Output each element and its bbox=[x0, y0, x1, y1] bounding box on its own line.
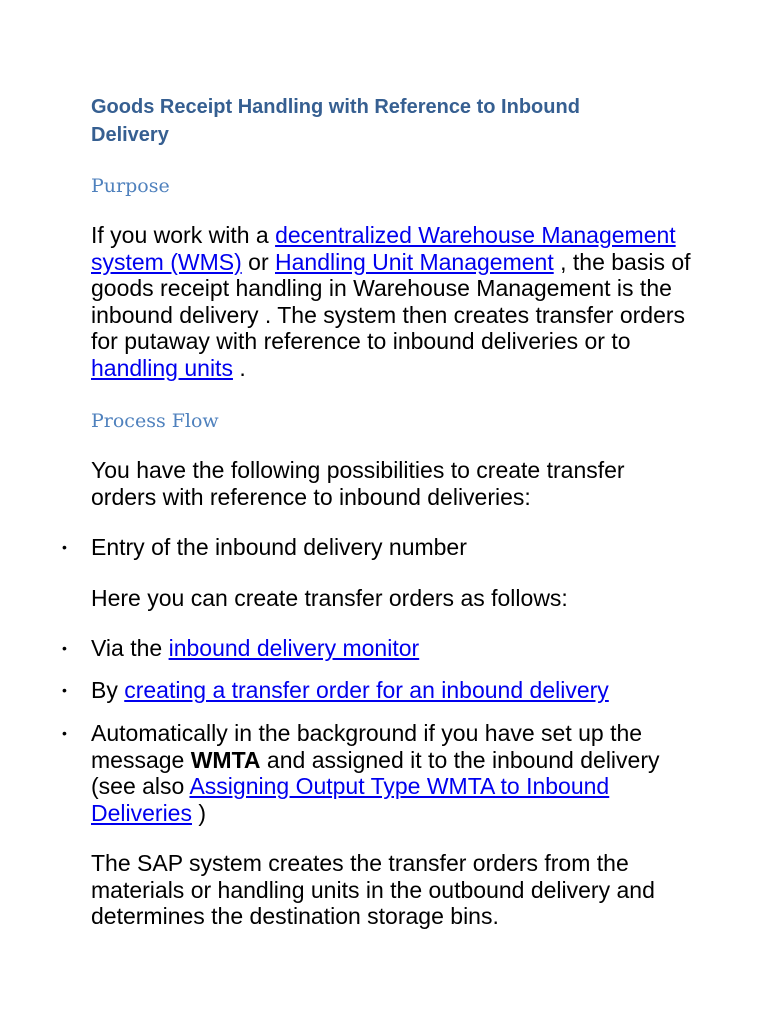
bullet-4-text-2: and assigned it to the inbound delivery (see also bbox=[91, 746, 660, 799]
handling-unit-management-link[interactable]: Handling Unit Management bbox=[275, 248, 554, 275]
assigning-output-type-link[interactable]: Assigning Output Type WMTA to Inbound Deliveries bbox=[91, 773, 610, 826]
purpose-text-1: If you work with a bbox=[91, 222, 276, 248]
process-flow-heading: Process Flow bbox=[91, 410, 219, 432]
process-intro-paragraph: You have the following possibilities to create transfer orders with reference to inbound deliveries: bbox=[91, 457, 625, 510]
closing-paragraph: The SAP system creates the transfer orders from the materials or handling units in the outbound delivery and determines the destination storage bins. bbox=[91, 850, 655, 929]
purpose-heading: Purpose bbox=[91, 175, 170, 197]
bullet-3-lead: By bbox=[91, 677, 125, 703]
inbound-delivery-monitor-link[interactable]: inbound delivery monitor bbox=[168, 635, 420, 661]
bullet-3-text bbox=[91, 677, 691, 704]
sub-intro-paragraph: Here you can create transfer orders as follows: bbox=[91, 585, 568, 611]
purpose-paragraph bbox=[91, 222, 691, 381]
bullet-icon: • bbox=[62, 640, 67, 656]
bullet-icon: • bbox=[62, 682, 67, 698]
page-title: Goods Receipt Handling with Reference to Inbound Delivery bbox=[91, 96, 580, 146]
bullet-2-text bbox=[91, 635, 691, 662]
bullet-4-text bbox=[91, 720, 691, 826]
purpose-text-4: . bbox=[232, 354, 246, 381]
wms-link[interactable]: decentralized Warehouse Management system (WMS) bbox=[91, 222, 676, 275]
handling-units-link[interactable]: handling units bbox=[91, 354, 233, 381]
bullet-icon: • bbox=[62, 725, 67, 741]
bullet-2-lead: Via the bbox=[91, 635, 169, 661]
bullet-icon: • bbox=[62, 539, 67, 555]
bullet-1-text: Entry of the inbound delivery number bbox=[91, 534, 467, 560]
bullet-4-text-3: ) bbox=[191, 799, 207, 826]
purpose-text-3: , the basis of goods receipt handling in Warehouse Management is the inbound delivery . The system then creates transfer orders for putaway with reference to inbound deliveries or to bbox=[91, 248, 691, 354]
create-transfer-order-link[interactable]: creating a transfer order for an inbound delivery bbox=[124, 677, 609, 703]
wmta-bold: WMTA bbox=[190, 746, 261, 773]
bullet-4-text-1: Automatically in the background if you have set up the message bbox=[91, 720, 643, 773]
purpose-text-2: or bbox=[241, 248, 275, 275]
